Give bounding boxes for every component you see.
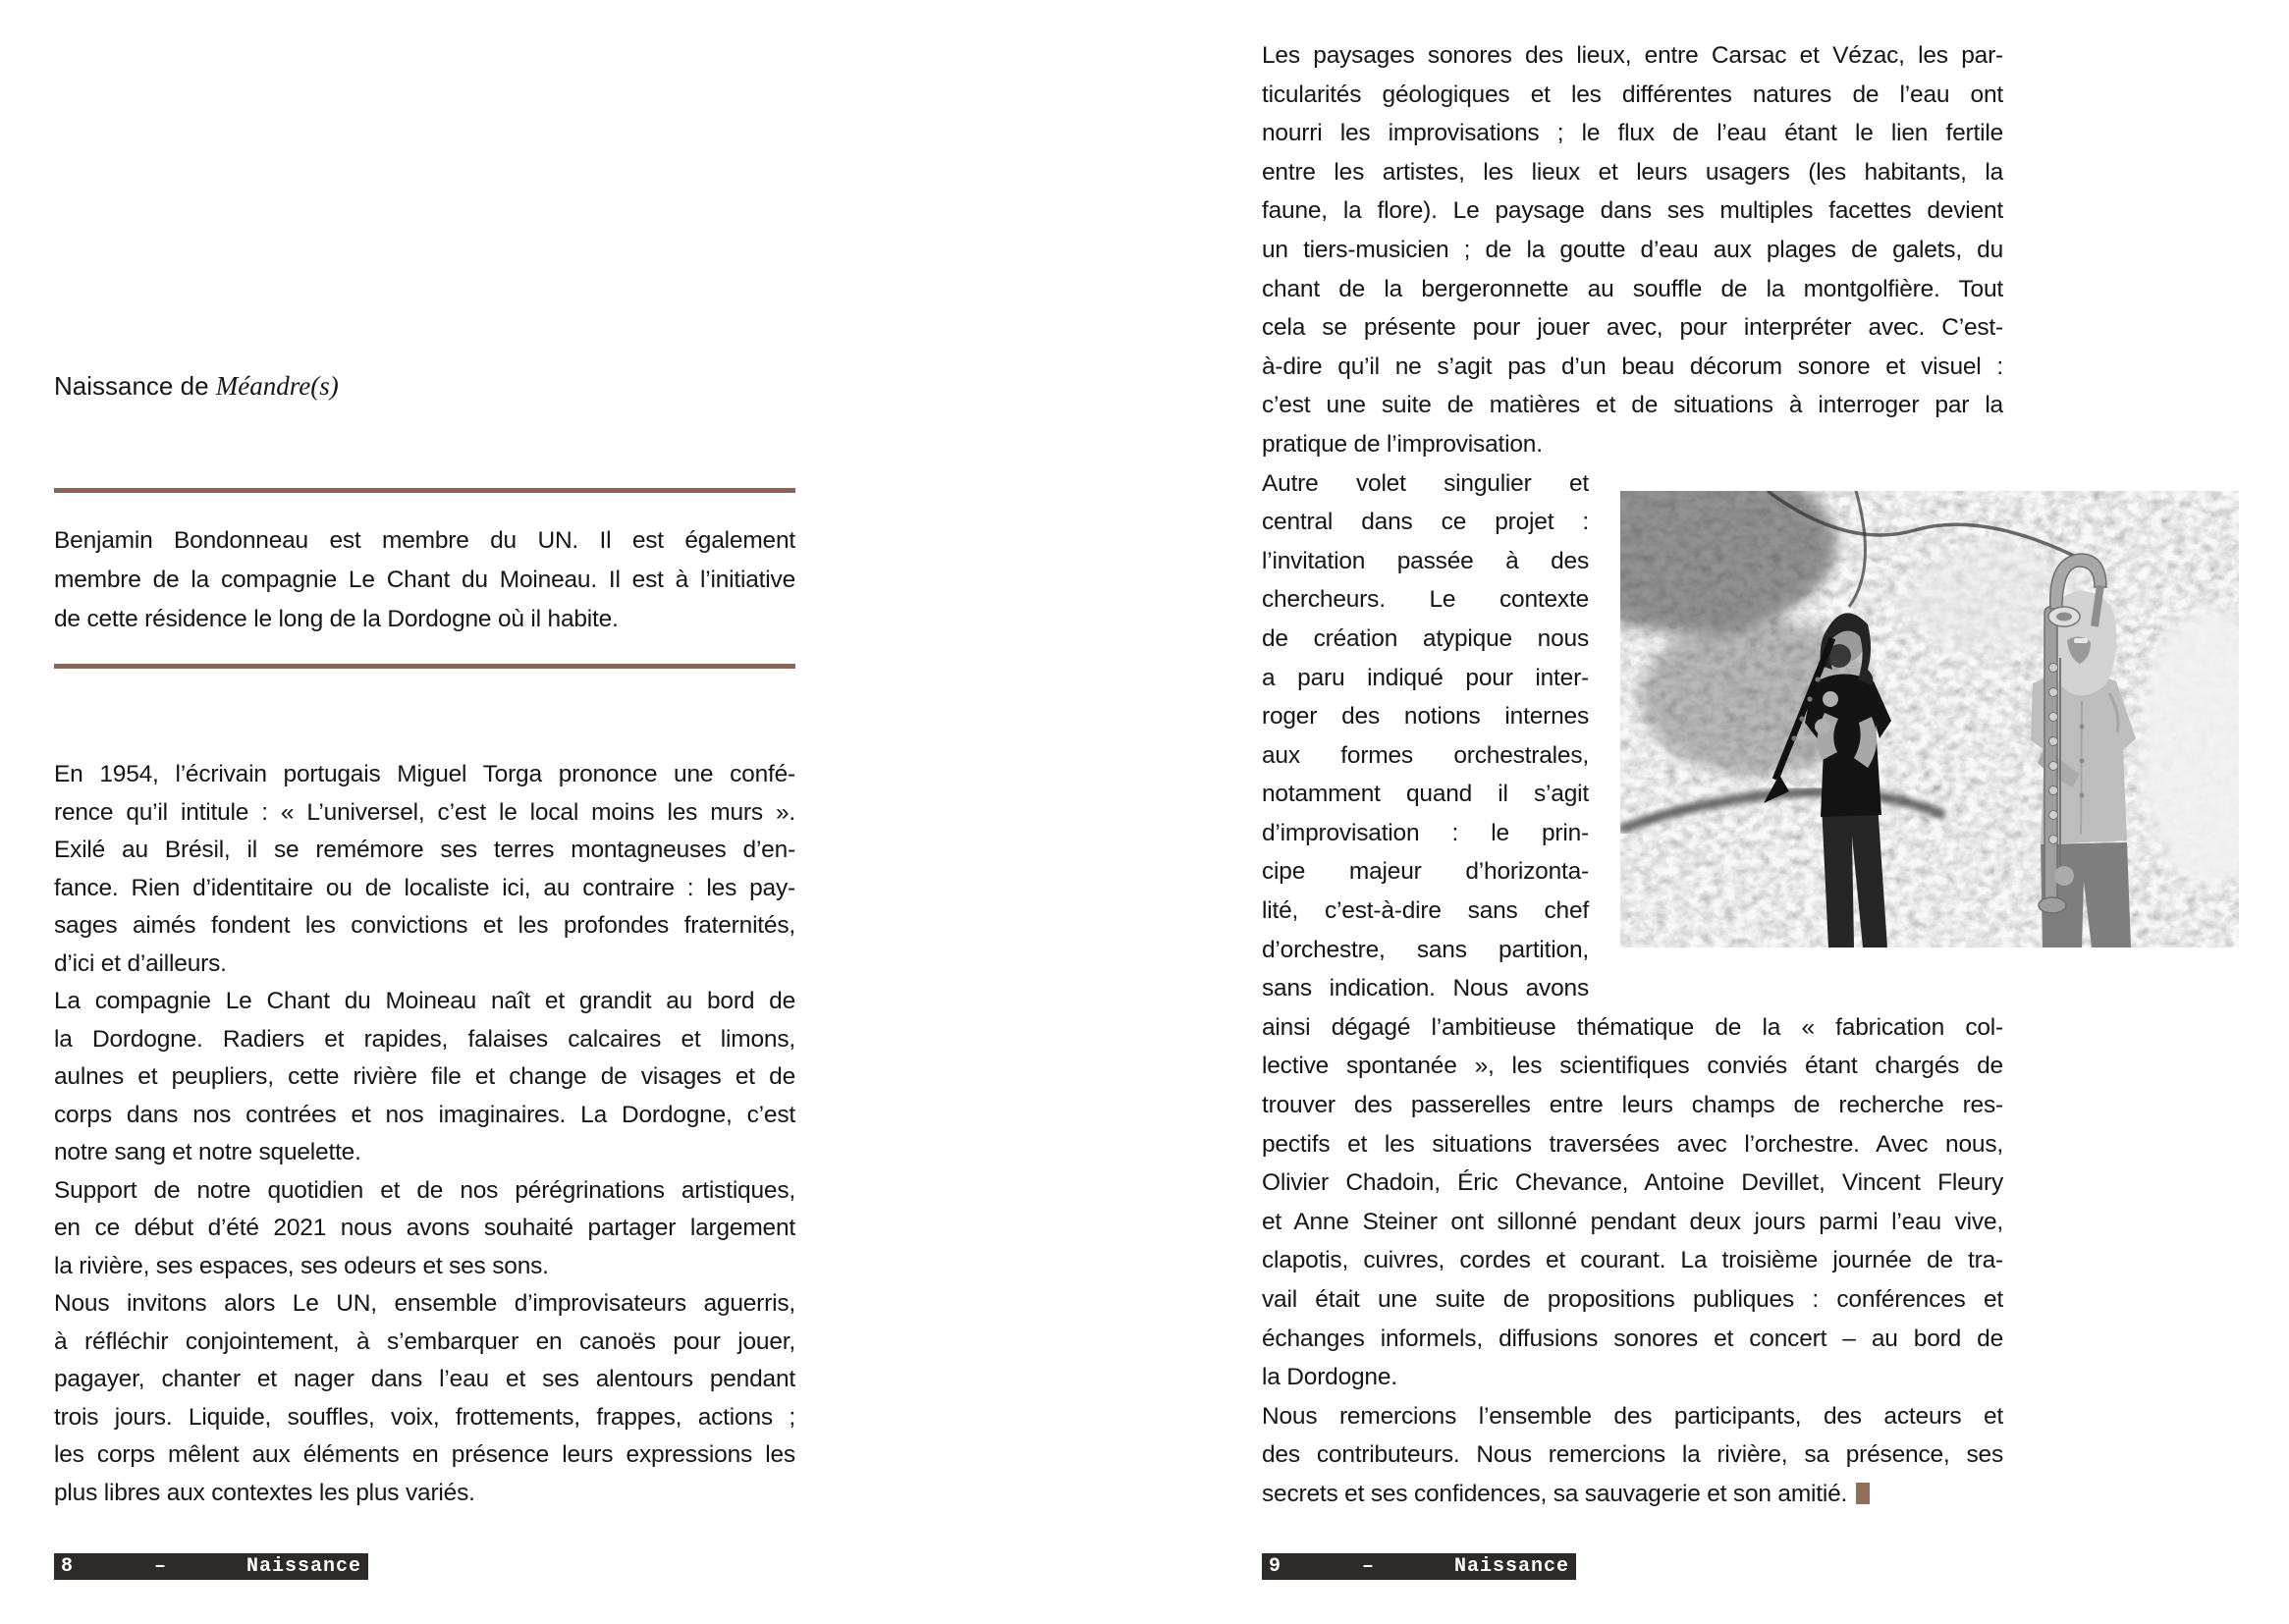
- text-line: échanges informels, diffusions sonores et concert – au bord de: [1262, 1325, 2003, 1352]
- text-line: Olivier Chadoin, Éric Chevance, Antoine Devillet, Vincent Fleury: [1262, 1169, 2003, 1197]
- text-line: à-dire qu’il ne s’agit pas d’un beau décorum sonore et visuel :: [1262, 352, 2003, 380]
- left-body-text: [54, 756, 795, 1512]
- text-line: Les paysages sonores des lieux, entre Carsac et Vézac, les par-: [1262, 42, 2003, 69]
- text-line: d’improvisation : le prin-: [1262, 819, 1589, 846]
- text-line: fance. Rien d’identitaire ou de localiste ici, au contraire : les pay-: [54, 874, 795, 901]
- text-line: trouver des passerelles entre leurs champs de recherche res-: [1262, 1092, 2003, 1119]
- text-line: de création atypique nous: [1262, 624, 1589, 652]
- text-line: a paru indiqué pour inter-: [1262, 664, 1589, 691]
- page-number: 9: [1269, 1555, 1282, 1578]
- text-line: pectifs et les situations traversées avec l’orchestre. Avec nous,: [1262, 1130, 2003, 1158]
- text-line: ainsi dégagé l’ambitieuse thématique de la « fabrication col-: [1262, 1013, 2003, 1041]
- section-heading: [54, 371, 339, 402]
- section-label: Naissance: [1453, 1555, 1569, 1578]
- text-line: chant de la bergeronnette au souffle de la montgolfière. Tout: [1262, 275, 2003, 302]
- text-line: à réfléchir conjointement, à s’embarquer en canoës pour jouer,: [54, 1327, 795, 1355]
- text-line: clapotis, cuivres, cordes et courant. La troisième journée de tra-: [1262, 1247, 2003, 1274]
- text-line: roger des notions internes: [1262, 703, 1589, 731]
- text-line: trois jours. Liquide, souffles, voix, frottements, frappes, actions ;: [54, 1403, 795, 1431]
- author-intro-paragraph: [54, 521, 795, 639]
- text-line: l’invitation passée à des: [1262, 547, 1589, 574]
- text-line: et Anne Steiner ont sillonné pendant deux jours parmi l’eau vive,: [1262, 1208, 2003, 1235]
- text-line: des contributeurs. Nous remercions la rivière, sa présence, ses: [1262, 1441, 2003, 1469]
- text-line: pagayer, chanter et nager dans l’eau et ses alentours pendant: [54, 1366, 795, 1392]
- text-line: chercheurs. Le contexte: [1262, 586, 1589, 614]
- musicians-photo-art: [1620, 491, 2239, 947]
- heading-title-italic: Méandre(s): [215, 371, 339, 401]
- text-line: central dans ce projet :: [1262, 509, 1589, 536]
- text-line: cipe majeur d’horizonta-: [1262, 858, 1589, 886]
- text-line: la Dordogne. Radiers et rapides, falaises calcaires et limons,: [54, 1025, 795, 1053]
- text-line: la Dordogne.: [1262, 1364, 1397, 1391]
- text-line: secrets et ses confidences, sa sauvagerie et son amitié.: [1262, 1475, 2003, 1514]
- text-line: Exilé au Brésil, il se remémore ses terres montagneuses d’en-: [54, 837, 795, 863]
- text-line: sages aimés fondent les convictions et les profondes fraternités,: [54, 912, 795, 939]
- text-line: aux formes orchestrales,: [1262, 741, 1589, 769]
- text-line: Autre volet singulier et: [1262, 469, 1589, 497]
- text-line: lective spontanée », les scientifiques conviés étant chargés de: [1262, 1053, 2003, 1080]
- divider-rule-bottom: [54, 664, 795, 669]
- footer-left: [54, 1553, 368, 1580]
- text-line: d’orchestre, sans partition,: [1262, 936, 1589, 963]
- text-line: La compagnie Le Chant du Moineau naît et grandit au bord de: [54, 988, 795, 1014]
- text-line: plus libres aux contextes les plus variés.: [54, 1479, 475, 1506]
- text-line: pratique de l’improvisation.: [1262, 430, 1543, 458]
- text-line: notamment quand il s’agit: [1262, 781, 1589, 808]
- text-line: vail était une suite de propositions publiques : conférences et: [1262, 1286, 2003, 1313]
- text-line: nourri les improvisations ; le flux de l’eau étant le lien fertile: [1262, 120, 2003, 147]
- text-line: la rivière, ses espaces, ses odeurs et ses sons.: [54, 1252, 549, 1279]
- text-line: corps dans nos contrées et nos imaginaires. La Dordogne, c’est: [54, 1101, 795, 1128]
- section-label: Naissance: [245, 1555, 361, 1578]
- end-mark-square: [1856, 1483, 1870, 1504]
- text-line: sans indication. Nous avons: [1262, 975, 1589, 1002]
- text-line: les corps mêlent aux éléments en présence leurs expressions les: [54, 1441, 795, 1468]
- text-line: Nous remercions l’ensemble des participants, des acteurs et: [1262, 1402, 2003, 1430]
- text-line: Benjamin Bondonneau est membre du UN. Il est également: [54, 527, 795, 554]
- footer-dash: –: [1362, 1555, 1376, 1578]
- text-line: lité, c’est-à-dire sans chef: [1262, 897, 1589, 925]
- text-line: de cette résidence le long de la Dordogne où il habite.: [54, 606, 619, 632]
- divider-rule-top: [54, 488, 795, 493]
- text-line: ticularités géologiques et les différentes natures de l’eau ont: [1262, 81, 2003, 108]
- text-line: faune, la flore). Le paysage dans ses multiples facettes devient: [1262, 197, 2003, 225]
- text-line: Nous invitons alors Le UN, ensemble d’improvisateurs aguerris,: [54, 1290, 795, 1317]
- heading-text: Naissance de: [54, 371, 216, 401]
- text-line: d’ici et d’ailleurs.: [54, 949, 227, 977]
- text-line: Support de notre quotidien et de nos pérégrinations artistiques,: [54, 1176, 795, 1204]
- text-line: notre sang et notre squelette.: [54, 1139, 361, 1165]
- text-line: entre les artistes, les lieux et leurs usagers (les habitants, la: [1262, 158, 2003, 186]
- footer-right: [1262, 1553, 1576, 1580]
- text-line: cela se présente pour jouer avec, pour interpréter avec. C’est-: [1262, 314, 2003, 342]
- musicians-photo: [1620, 491, 2239, 947]
- page-number: 8: [61, 1555, 75, 1578]
- footer-dash: –: [154, 1555, 168, 1578]
- text-line: c’est une suite de matières et de situations à interroger par la: [1262, 392, 2003, 419]
- text-line: en ce début d’été 2021 nous avons souhaité partager largement: [54, 1215, 795, 1241]
- text-line: aulnes et peupliers, cette rivière file et change de visages et de: [54, 1063, 795, 1090]
- text-line: un tiers-musicien ; de la goutte d’eau aux plages de galets, du: [1262, 236, 2003, 263]
- text-line: membre de la compagnie Le Chant du Moineau. Il est à l’initiative: [54, 567, 795, 593]
- text-line: En 1954, l’écrivain portugais Miguel Torga prononce une confé-: [54, 761, 795, 787]
- text-line: rence qu’il intitule : « L’universel, c’est le local moins les murs ».: [54, 798, 795, 826]
